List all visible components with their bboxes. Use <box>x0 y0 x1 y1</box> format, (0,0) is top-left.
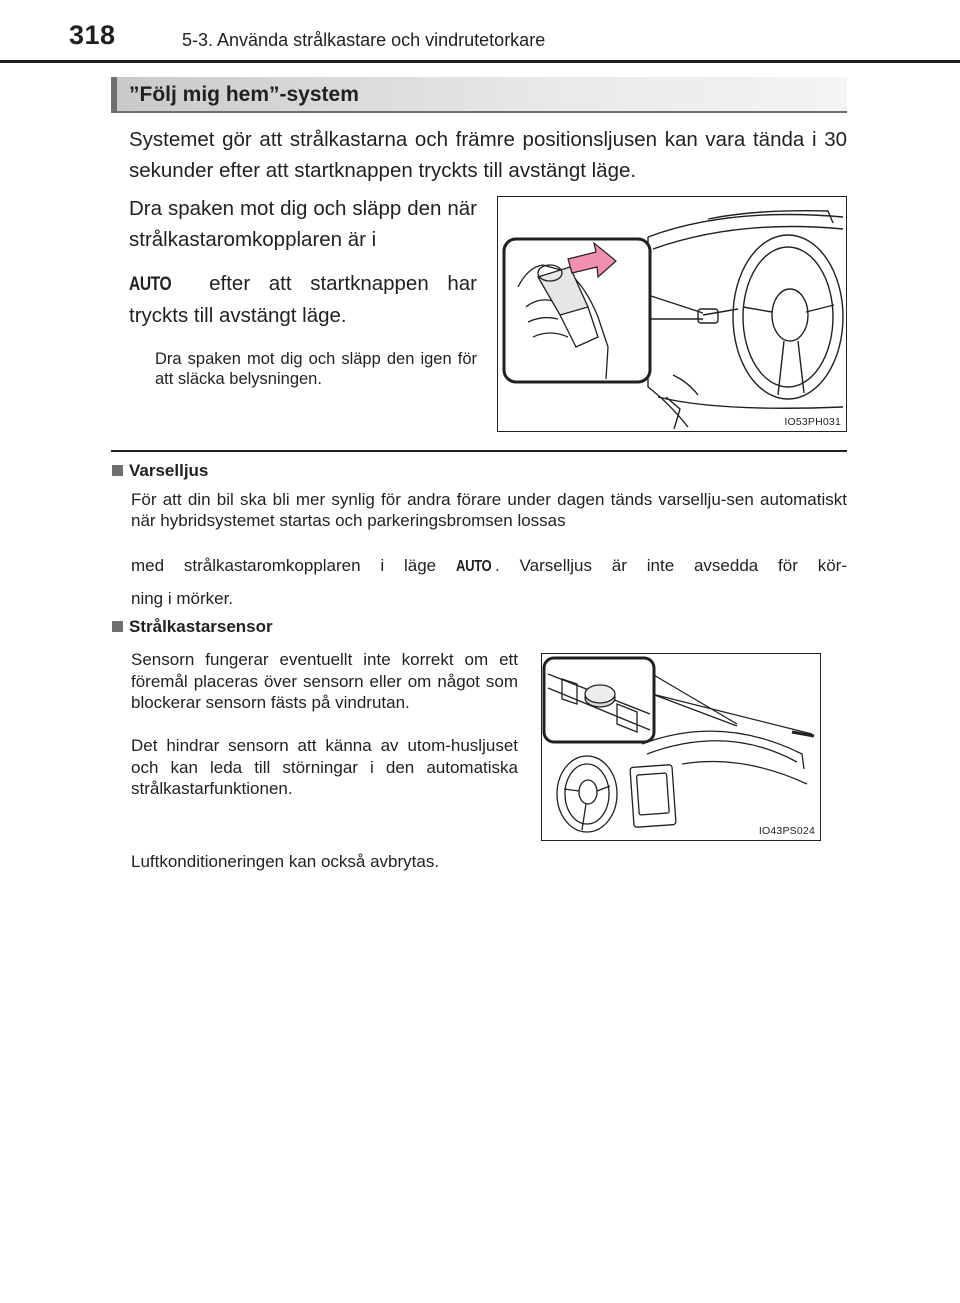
section-divider <box>111 450 847 452</box>
sensor-illustration <box>541 653 821 841</box>
square-bullet-icon <box>112 465 123 476</box>
step-text-part1: Dra spaken mot dig och släpp den när strålkastaromkopplaren är i <box>129 197 477 251</box>
sensor-text-2: Det hindrar sensorn att känna av utom-husljuset och kan leda till störningar i den automatiska strålkastarfunktionen. <box>131 736 518 798</box>
varselljus-heading-text: Varselljus <box>129 461 209 480</box>
figure-code: IO53PH031 <box>784 416 841 428</box>
step-note: Dra spaken mot dig och släpp den igen för att släcka belysningen. <box>155 350 477 388</box>
step-instruction <box>129 193 477 331</box>
step-text-part2: efter att startknappen har tryckts till avstängt läge. <box>129 272 477 327</box>
sensor-drawing <box>542 654 819 839</box>
header-rule <box>0 60 960 63</box>
lever-illustration <box>497 196 847 432</box>
varselljus-text-part3: ning i mörker. <box>131 589 234 608</box>
section-title: ”Följ mig hem”-system <box>129 83 359 106</box>
varselljus-text-part1: För att din bil ska bli mer synlig för andra förare under dagen tänds varsellju-sen automatiskt när hybridsystemet startas och parkeringsbromsen lossas <box>131 490 847 530</box>
intro-paragraph: Systemet gör att strålkastarna och främre positionsljusen kan vara tända i 30 sekunder efter att startknappen tryckts till avstängt läge. <box>129 128 847 182</box>
auto-position-mark: AUTO <box>129 274 172 295</box>
sensor-heading <box>112 617 273 637</box>
square-bullet-icon <box>112 621 123 632</box>
page-number: 318 <box>69 20 116 50</box>
auto-position-mark-inline: AUTO <box>455 558 492 575</box>
varselljus-text-2b: . Varselljus är inte avsedda för kör- <box>495 556 847 575</box>
sensor-heading-text: Strålkastarsensor <box>129 617 273 636</box>
lever-drawing <box>498 197 845 430</box>
varselljus-heading <box>112 461 208 481</box>
section-title-bar <box>111 77 847 113</box>
chapter-title: 5-3. Använda strålkastare och vindrutetorkare <box>182 30 546 50</box>
varselljus-text-2a: med strålkastaromkopplaren i läge <box>131 556 437 575</box>
sensor-text-1: Sensorn fungerar eventuellt inte korrekt om ett föremål placeras över sensorn eller om något som blockerar sensorn fästs på vindrutan. <box>131 650 518 712</box>
figure-code: IO43PS024 <box>758 825 815 837</box>
sensor-text-3: Luftkonditioneringen kan också avbrytas. <box>131 852 440 871</box>
section-bar-accent <box>111 77 117 111</box>
varselljus-text-part2 <box>131 552 847 581</box>
